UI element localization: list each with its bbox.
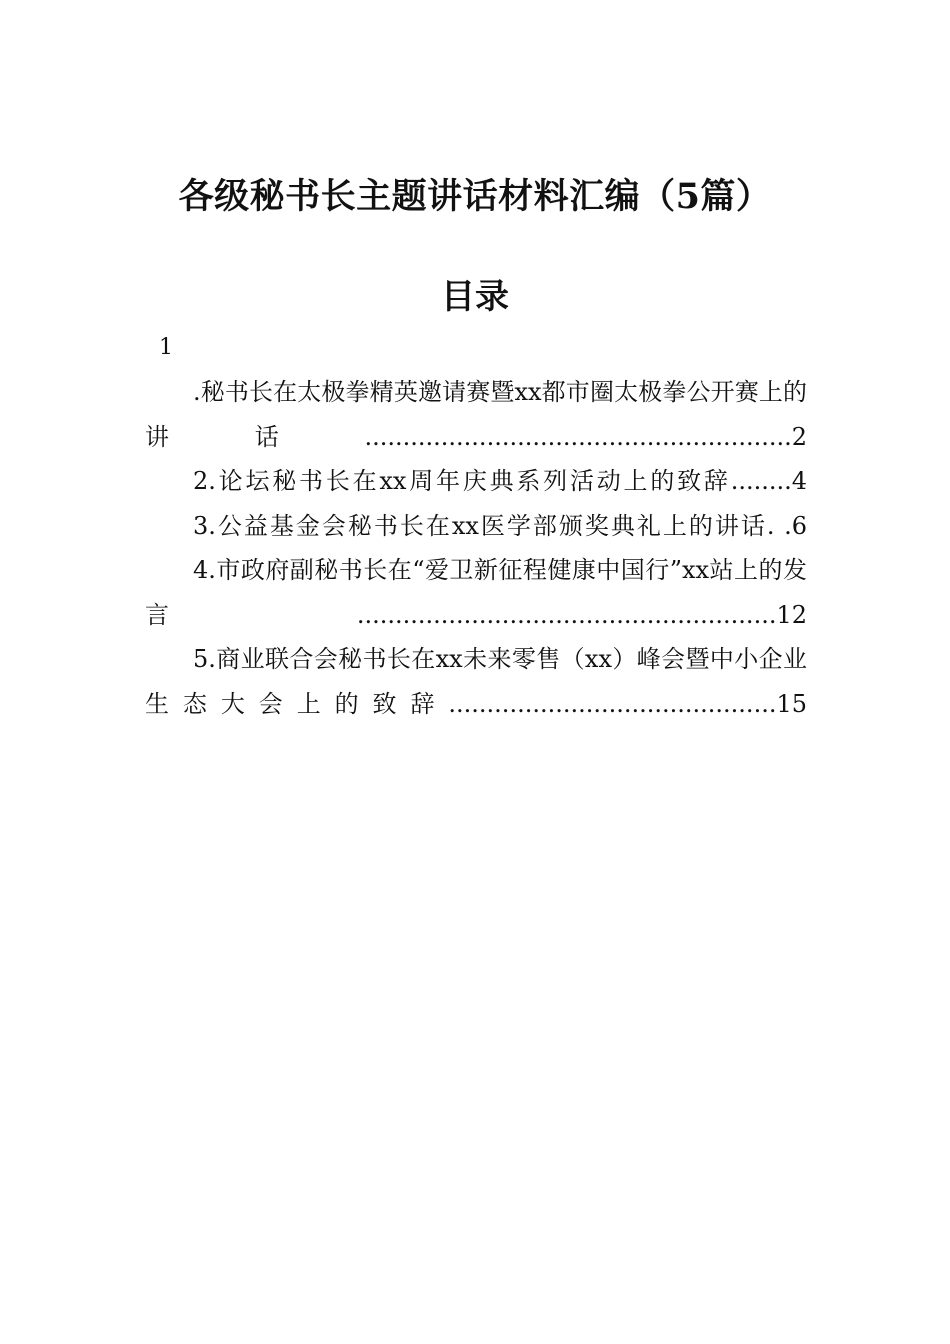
toc-entry-leader: ........................................................ <box>364 422 792 451</box>
toc-entry-leader: ........................................... <box>448 689 777 718</box>
toc-entry-5[interactable] <box>145 637 807 726</box>
toc-entry-1[interactable] <box>145 370 807 459</box>
toc-entry-4[interactable] <box>145 548 807 637</box>
toc-entry-2[interactable] <box>145 459 807 504</box>
toc-entry-title: 5.商业联合会秘书长在xx未来零售（xx）峰会暨中小企业生态大会上的致辞 <box>145 645 807 718</box>
toc-entry-page: 12 <box>776 600 807 629</box>
toc-entry-title: 4.市政府副秘书长在“爱卫新征程健康中国行”xx站上的发言 <box>145 556 807 629</box>
stray-page-number: 1 <box>159 335 173 360</box>
table-of-contents <box>145 370 807 726</box>
toc-entry-3[interactable] <box>145 504 807 549</box>
document-title: 各级秘书长主题讲话材料汇编（5篇） <box>178 176 772 217</box>
toc-entry-page: 6 <box>791 511 808 540</box>
toc-entry-page: 4 <box>791 467 807 495</box>
toc-entry-leader: . . <box>766 511 792 540</box>
toc-entry-page: 2 <box>791 422 807 451</box>
toc-entry-leader: ........ <box>730 467 792 495</box>
toc-entry-page: 15 <box>776 689 807 718</box>
toc-entry-leader: ....................................................... <box>356 600 777 629</box>
toc-entry-title: .秘书长在太极拳精英邀请赛暨xx都市圈太极拳公开赛上的讲话 <box>145 378 807 451</box>
toc-heading: 目录 <box>441 277 509 317</box>
toc-entry-title: 2.论坛秘书长在xx周年庆典系列活动上的致辞 <box>193 467 731 495</box>
toc-entry-title: 3.公益基金会秘书长在xx医学部颁奖典礼上的讲话 <box>193 511 767 540</box>
